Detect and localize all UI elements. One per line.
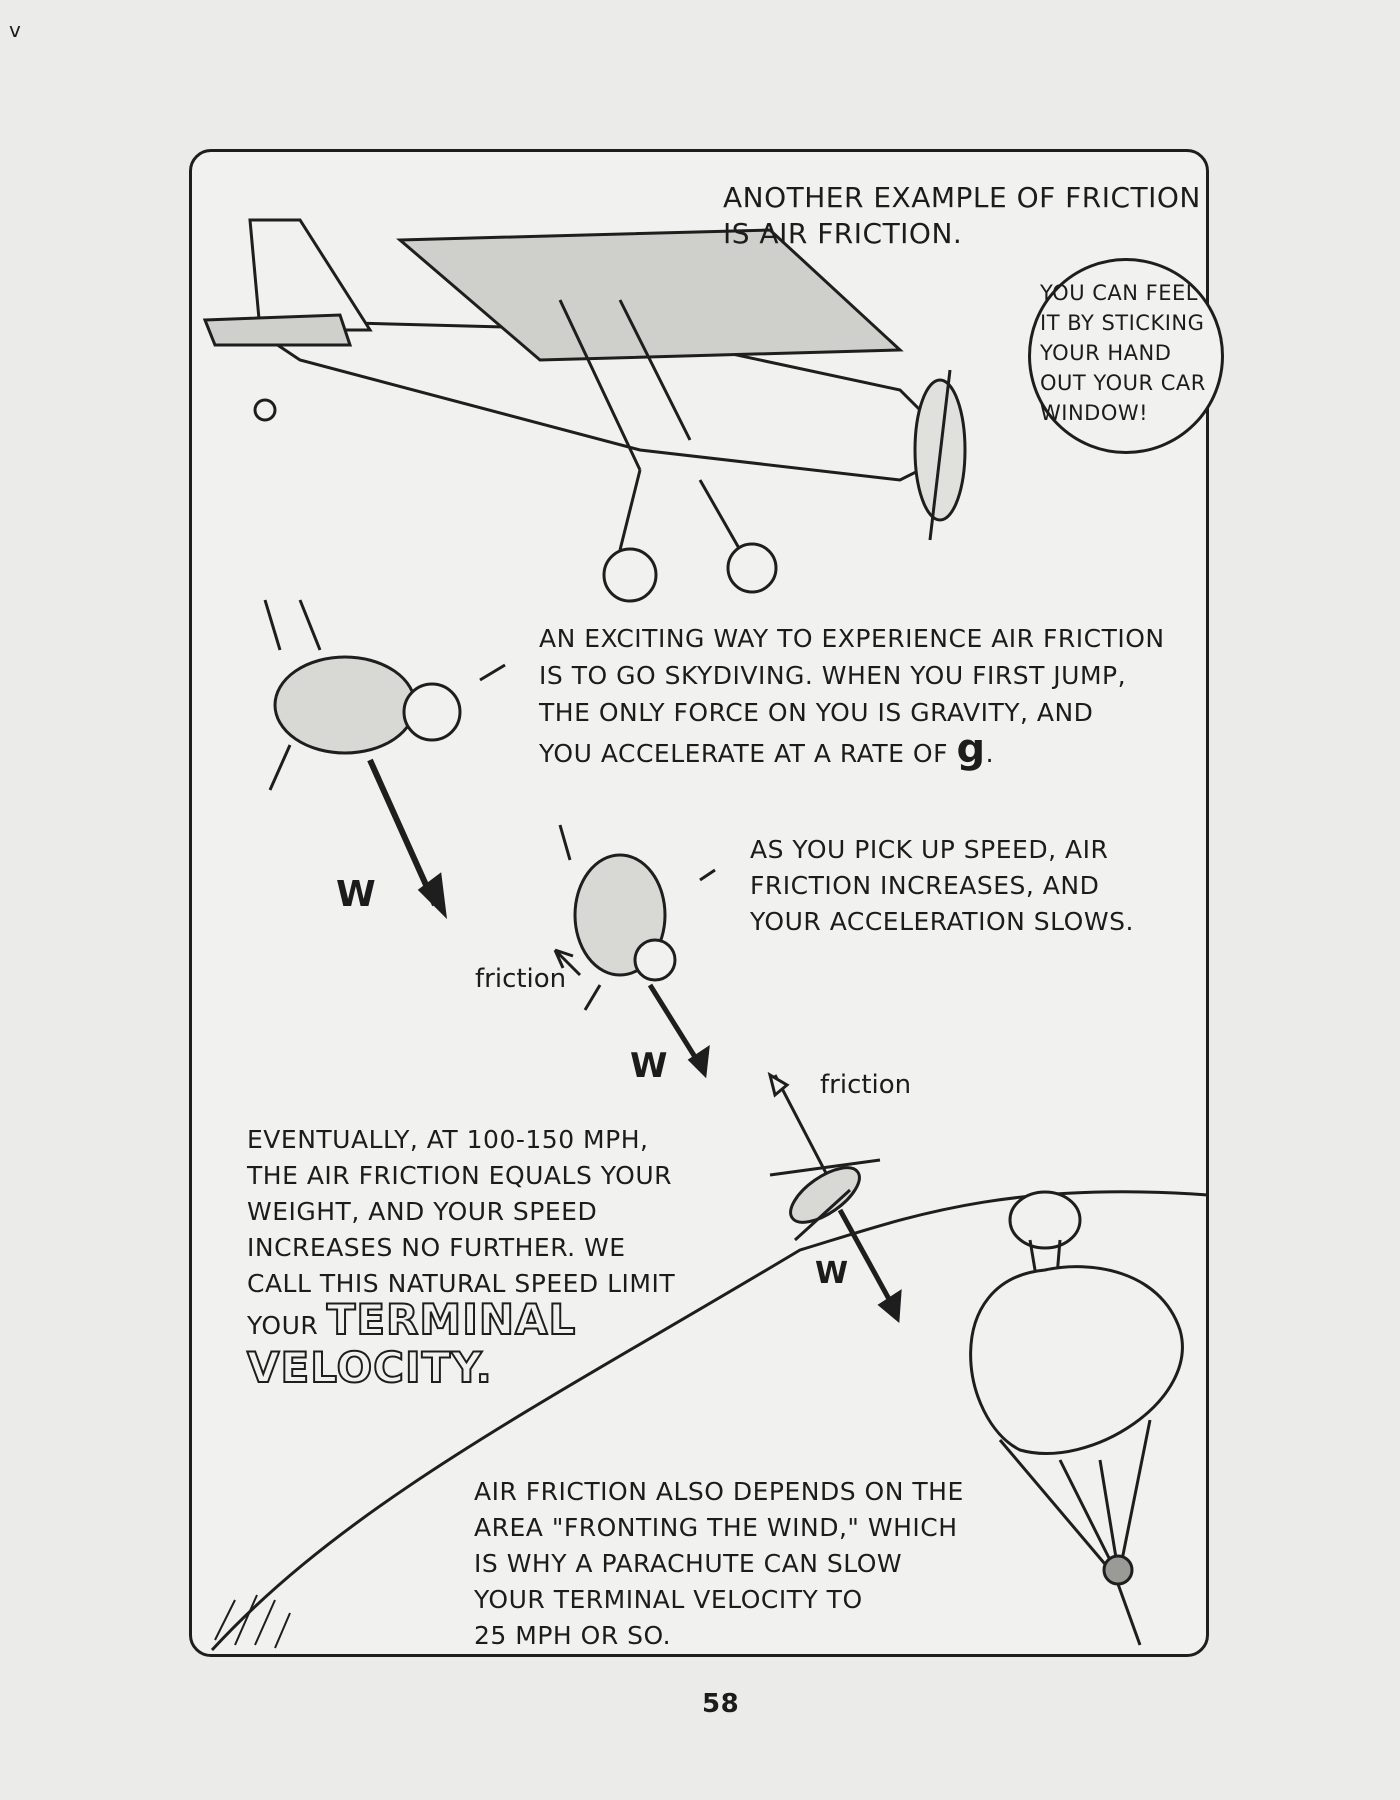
skydiver-2-illustration — [555, 825, 715, 1075]
speech-bubble-text — [1040, 278, 1206, 428]
caption-line: ANOTHER EXAMPLE OF FRICTION — [723, 181, 1201, 214]
weight-label-3: W — [815, 1256, 849, 1291]
caption-line: YOUR ACCELERATION SLOWS. — [750, 907, 1134, 936]
caption-line: 25 MPH OR SO. — [474, 1621, 672, 1650]
page-number: 58 — [702, 1689, 740, 1719]
caption-skydiving: AN EXCITING WAY TO EXPERIENCE AIR FRICTION IS TO GO SKYDIVING. WHEN YOU FIRST JUMP, THE ONLY FORCE ON YOU IS GRAVITY, AND YOU ACCELERATE AT A RATE OF g. — [539, 620, 1165, 772]
caption-line: YOUR TERMINAL VELOCITY TO — [474, 1585, 863, 1614]
caption-terminal — [247, 1122, 676, 1392]
caption-line: AS YOU PICK UP SPEED, AIR — [750, 835, 1109, 864]
caption-line: IS TO GO SKYDIVING. WHEN YOU FIRST JUMP, — [539, 661, 1127, 690]
caption-intro — [723, 180, 1201, 252]
caption-line: AN EXCITING WAY TO EXPERIENCE AIR FRICTION — [539, 624, 1165, 653]
friction-label-1: friction — [475, 964, 567, 994]
bubble-line: WINDOW! — [1040, 401, 1149, 425]
caption-line: THE ONLY FORCE ON YOU IS GRAVITY, AND — [539, 698, 1094, 727]
weight-label-1: W — [336, 874, 376, 915]
velocity-word: VELOCITY. — [247, 1343, 493, 1392]
caption-line: AREA "FRONTING THE WIND," WHICH — [474, 1513, 958, 1542]
caption-line: FRICTION INCREASES, AND — [750, 871, 1100, 900]
friction-label-2: friction — [820, 1070, 912, 1100]
caption-line: YOUR — [247, 1311, 319, 1340]
parachute-illustration — [971, 1192, 1183, 1645]
caption-line: EVENTUALLY, AT 100-150 MPH, — [247, 1125, 649, 1154]
bubble-line: IT BY STICKING — [1040, 311, 1205, 335]
corner-mark: v — [9, 18, 22, 42]
caption-parachute — [474, 1474, 964, 1654]
caption-line: IS AIR FRICTION. — [723, 217, 963, 250]
caption-line: CALL THIS NATURAL SPEED LIMIT — [247, 1269, 676, 1298]
skydiver-1-illustration — [265, 600, 505, 915]
caption-speed-up — [750, 832, 1134, 940]
caption-line: WEIGHT, AND YOUR SPEED — [247, 1197, 598, 1226]
bubble-line: YOU CAN FEEL — [1040, 281, 1198, 305]
gravity-symbol: g — [956, 726, 986, 772]
caption-line: INCREASES NO FURTHER. WE — [247, 1233, 626, 1262]
caption-line: YOU ACCELERATE AT A RATE OF — [539, 739, 948, 768]
weight-label-2: W — [630, 1046, 668, 1086]
terminal-word: TERMINAL — [326, 1295, 577, 1344]
caption-line: IS WHY A PARACHUTE CAN SLOW — [474, 1549, 903, 1578]
airplane-illustration — [205, 220, 965, 601]
caption-line: THE AIR FRICTION EQUALS YOUR — [247, 1161, 673, 1190]
weight-arrow-1 — [370, 760, 435, 905]
bubble-line: OUT YOUR CAR — [1040, 371, 1206, 395]
bubble-line: YOUR HAND — [1040, 341, 1172, 365]
caption-line: AIR FRICTION ALSO DEPENDS ON THE — [474, 1477, 964, 1506]
